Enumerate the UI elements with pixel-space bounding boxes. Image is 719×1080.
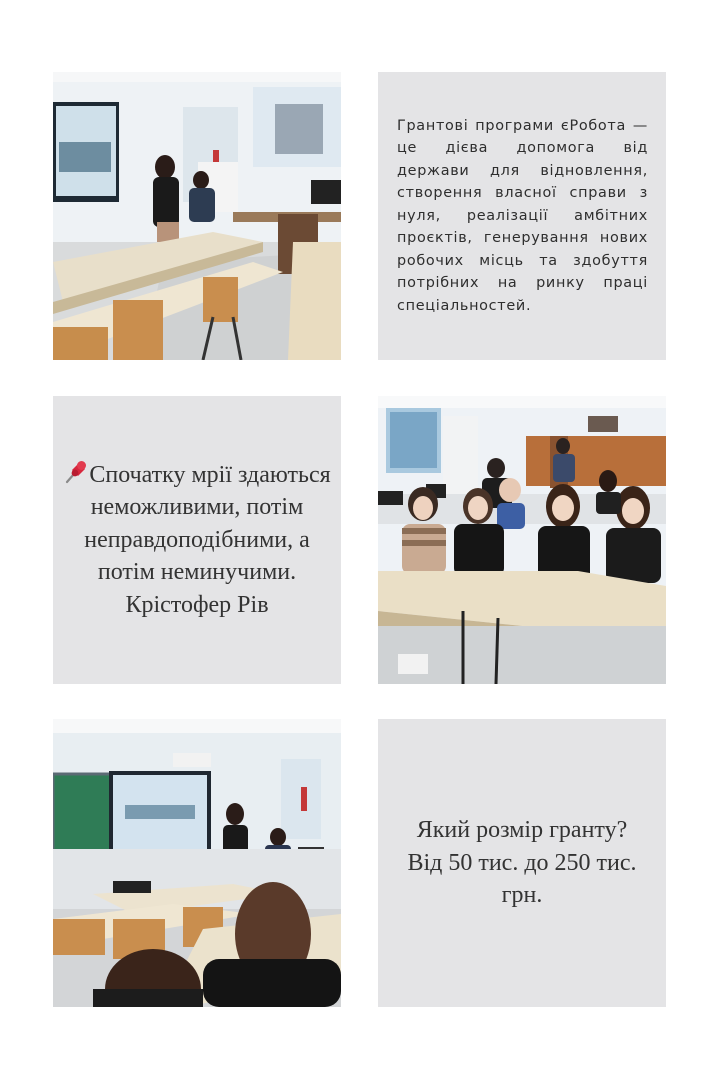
photo-classroom-back-view bbox=[53, 719, 341, 1007]
grant-info-panel bbox=[378, 72, 666, 360]
quote-block bbox=[53, 459, 341, 622]
grant-info-text: Грантові програми єРобота — це дієва допомога від держави для відновлення, створення власної справи з нуля, реалізації амбітних проєктів, генерування нових робочих місць та здобуття потрібних на ринку праці спеціальностей. bbox=[397, 117, 648, 314]
quote-panel bbox=[53, 396, 341, 684]
pushpin-icon bbox=[63, 459, 89, 485]
quote-author: Крістофер Рів bbox=[125, 591, 269, 618]
grant-size-panel bbox=[378, 719, 666, 1007]
grant-question: Який розмір гранту? bbox=[416, 817, 628, 844]
grant-answer: Від 50 тис. до 250 тис. грн. bbox=[407, 849, 637, 909]
photo-classroom-presentation bbox=[53, 72, 341, 360]
quote-text: Спочатку мрії здаються неможливими, потім неправдоподібними, а потім неминучими. bbox=[84, 461, 331, 586]
photo-students-seated bbox=[378, 396, 666, 684]
grant-size-block bbox=[378, 814, 666, 912]
